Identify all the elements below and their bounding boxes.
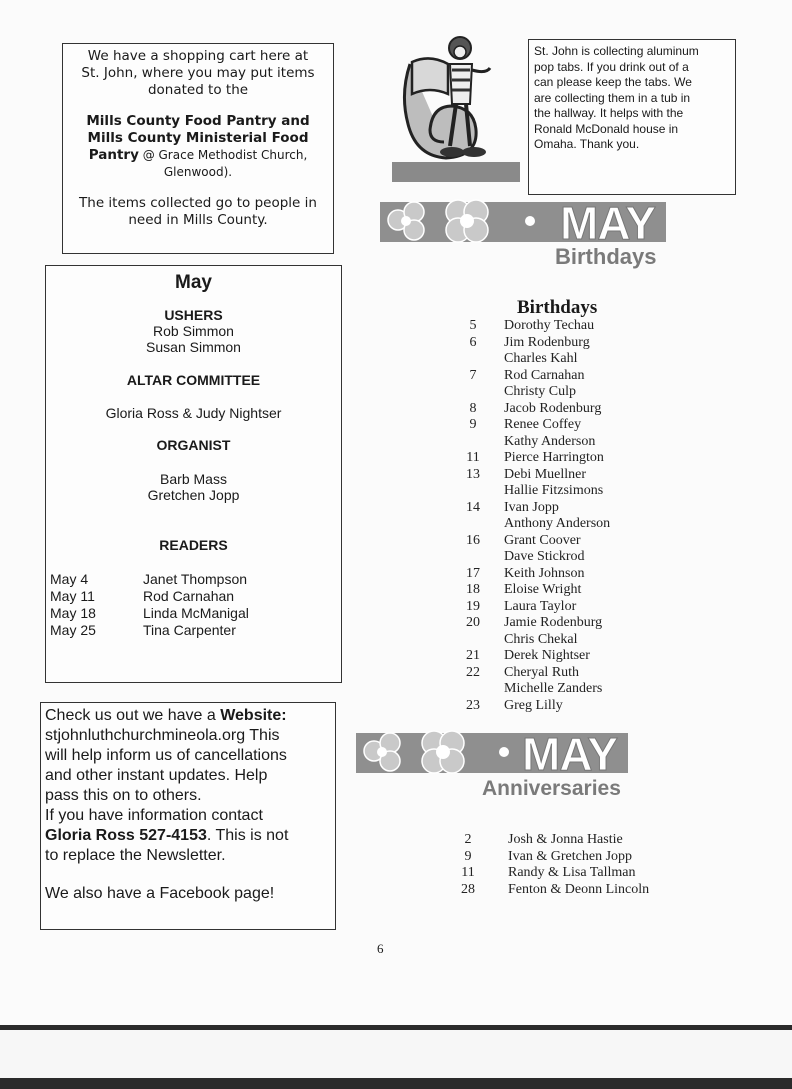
birthday-row (460, 434, 720, 451)
pantry-location: @ Grace Methodist Church, (138, 148, 308, 162)
schedule-title: May (175, 272, 212, 293)
banner-subtitle: Anniversaries (482, 777, 621, 800)
may-heading: MAY (522, 728, 617, 780)
birthday-name: Dorothy Techau (504, 318, 595, 333)
birthday-row (460, 483, 720, 500)
may-heading: MAY (560, 197, 655, 249)
ronald-mcdonald-clipart (390, 34, 522, 184)
pantry-line: need in Mills County. (128, 212, 268, 228)
birthday-name: Jamie Rodenburg (504, 615, 603, 630)
birthday-name: Pierce Harrington (504, 450, 604, 465)
readers-list (46, 571, 341, 639)
website-line: . This is not (206, 827, 289, 844)
birthday-name: Hallie Fitzsimons (504, 483, 604, 498)
may-birthdays-banner (380, 196, 670, 276)
birthday-row (460, 335, 720, 352)
reader-date: May 4 (50, 571, 89, 587)
birthday-day: 9 (469, 417, 477, 432)
birthday-row (460, 582, 720, 599)
pantry-line: St. John, where you may put items (81, 65, 315, 81)
flower-decoration-icon (380, 198, 550, 246)
birthday-name: Eloise Wright (504, 582, 582, 597)
ushers-heading: USHERS (164, 307, 223, 323)
pantry-name: Mills County Ministerial Food (87, 130, 309, 146)
contact-name-phone: Gloria Ross 527-4153 (45, 827, 207, 844)
usher-name: Rob Simmon (153, 323, 234, 339)
birthday-row (460, 648, 720, 665)
pop-tabs-line: Ronald McDonald house in (534, 121, 679, 136)
altar-committee-heading: ALTAR COMMITTEE (126, 372, 261, 388)
pop-tabs-notice-box (528, 39, 736, 195)
birthday-name: Ivan Jopp (504, 499, 559, 515)
birthday-name: Rod Carnahan (504, 367, 585, 383)
birthday-row (460, 665, 720, 682)
birthday-name: Jacob Rodenburg (504, 400, 602, 416)
reader-name: Tina Carpenter (143, 622, 236, 638)
birthday-row (460, 351, 720, 368)
pop-tabs-line: can please keep the tabs. We (534, 75, 692, 89)
birthday-name: Derek Nightser (504, 648, 590, 663)
pantry-name: Pantry (88, 147, 139, 163)
birthday-name: Debi Muellner (504, 466, 587, 482)
website-line: pass this on to others. (45, 787, 202, 804)
birthday-day: 21 (466, 648, 480, 663)
birthday-name: Cheryal Ruth (504, 664, 580, 680)
birthday-row (460, 698, 720, 715)
birthday-row (460, 615, 720, 632)
birthday-row (460, 516, 720, 533)
birthday-day: 13 (466, 466, 480, 482)
pantry-line: We have a shopping cart here at (87, 48, 309, 64)
birthday-day: 8 (469, 400, 477, 416)
reader-date: May 18 (50, 605, 96, 621)
pop-tabs-line: are collecting them in a tub in (534, 90, 691, 105)
readers-heading: READERS (159, 537, 228, 553)
birthday-row (460, 417, 720, 434)
organist-name: Barb Mass (160, 471, 227, 487)
next-page-edge (0, 1030, 792, 1078)
birthday-row (460, 467, 720, 484)
birthday-row (460, 566, 720, 583)
organist-name: Gretchen Jopp (147, 487, 240, 503)
usher-name: Susan Simmon (146, 339, 241, 355)
reader-row (50, 571, 341, 588)
altar-committee-names: Gloria Ross & Judy Nightser (105, 405, 282, 421)
reader-date: May 11 (50, 588, 95, 604)
birthday-name: Greg Lilly (504, 697, 563, 713)
reader-row (50, 622, 341, 639)
website-line: and other instant updates. Help (45, 767, 268, 784)
birthday-name: Chris Chekal (504, 631, 578, 647)
birthday-name: Jim Rodenburg (504, 334, 590, 350)
website-label: Website: (220, 707, 287, 724)
anniversary-day: 2 (464, 832, 472, 847)
birthday-day: 19 (466, 598, 480, 614)
anniversary-row (455, 832, 715, 849)
page-number: 6 (377, 941, 384, 956)
banner-subtitle: Birthdays (555, 244, 657, 269)
anniversary-day: 9 (464, 848, 472, 864)
birthday-row (460, 549, 720, 566)
website-line: will help inform us of cancellations (45, 747, 287, 764)
birthday-row (460, 599, 720, 616)
anniversary-day: 28 (461, 881, 475, 897)
may-anniversaries-banner (356, 727, 646, 807)
birthday-row (460, 450, 720, 467)
anniversary-row (455, 882, 715, 899)
pantry-name: Mills County Food Pantry and (86, 113, 310, 129)
birthday-day: 6 (469, 334, 477, 350)
birthday-row (460, 533, 720, 550)
birthday-row (460, 632, 720, 649)
reader-name: Janet Thompson (143, 571, 248, 587)
birthday-name: Charles Kahl (504, 351, 578, 366)
birthday-name: Keith Johnson (504, 565, 585, 581)
birthday-name: Michelle Zanders (504, 681, 603, 696)
birthday-row (460, 384, 720, 401)
pantry-line: The items collected go to people in (79, 195, 317, 211)
website-line: Check us out we have a (45, 707, 221, 724)
birthday-day: 23 (466, 697, 480, 713)
birthday-day: 11 (466, 450, 480, 465)
birthday-day: 18 (466, 582, 480, 597)
website-line: to replace the Newsletter. (45, 847, 226, 864)
birthday-name: Christy Culp (504, 384, 576, 399)
anniversary-day: 11 (461, 865, 475, 880)
anniversary-row (455, 865, 715, 882)
pop-tabs-line: pop tabs. If you drink out of a (534, 59, 689, 74)
may-schedule-box (45, 265, 342, 683)
birthday-day: 17 (466, 565, 480, 581)
website-line: If you have information contact (45, 807, 263, 824)
birthday-day: 20 (466, 615, 480, 630)
pantry-line: donated to the (147, 82, 249, 98)
birthday-day: 7 (469, 367, 477, 383)
birthday-day: 14 (466, 499, 480, 515)
organist-heading: ORGANIST (156, 437, 231, 453)
pop-tabs-line: the hallway. It helps with the (534, 106, 684, 120)
facebook-note: We also have a Facebook page! (45, 885, 275, 902)
birthday-name: Anthony Anderson (504, 516, 611, 531)
anniversary-name: Josh & Jonna Hastie (508, 832, 623, 847)
reader-row (50, 605, 341, 622)
pop-tabs-line: St. John is collecting aluminum (534, 44, 699, 58)
birthday-row (460, 681, 720, 698)
website-url[interactable]: stjohnluthchurchmineola.org This (45, 727, 280, 744)
birthday-day: 5 (469, 318, 477, 333)
birthday-row (460, 500, 720, 517)
birthday-row (460, 401, 720, 418)
birthday-day: 16 (466, 532, 480, 548)
birthday-row (460, 318, 720, 335)
birthday-name: Kathy Anderson (504, 433, 596, 449)
birthday-name: Dave Stickrod (504, 549, 585, 564)
anniversary-name: Fenton & Deonn Lincoln (508, 881, 650, 897)
anniversary-row (455, 849, 715, 866)
reader-name: Rod Carnahan (143, 588, 235, 604)
birthdays-heading: Birthdays (517, 297, 598, 318)
pantry-notice-box (62, 43, 334, 254)
website-notice-box (40, 702, 336, 930)
birthday-name: Renee Coffey (504, 417, 582, 432)
flower-decoration-icon (356, 729, 526, 777)
reader-row (50, 588, 341, 605)
reader-date: May 25 (50, 622, 96, 638)
anniversary-name: Randy & Lisa Tallman (508, 865, 636, 880)
birthday-day: 22 (466, 664, 480, 680)
birthday-name: Grant Coover (504, 532, 581, 548)
pop-tabs-line: Omaha. Thank you. (534, 137, 640, 151)
birthday-name: Laura Taylor (504, 598, 577, 614)
birthday-row (460, 368, 720, 385)
reader-name: Linda McManigal (143, 605, 249, 621)
anniversary-name: Ivan & Gretchen Jopp (508, 848, 633, 864)
pantry-line: Glenwood). (163, 165, 233, 179)
